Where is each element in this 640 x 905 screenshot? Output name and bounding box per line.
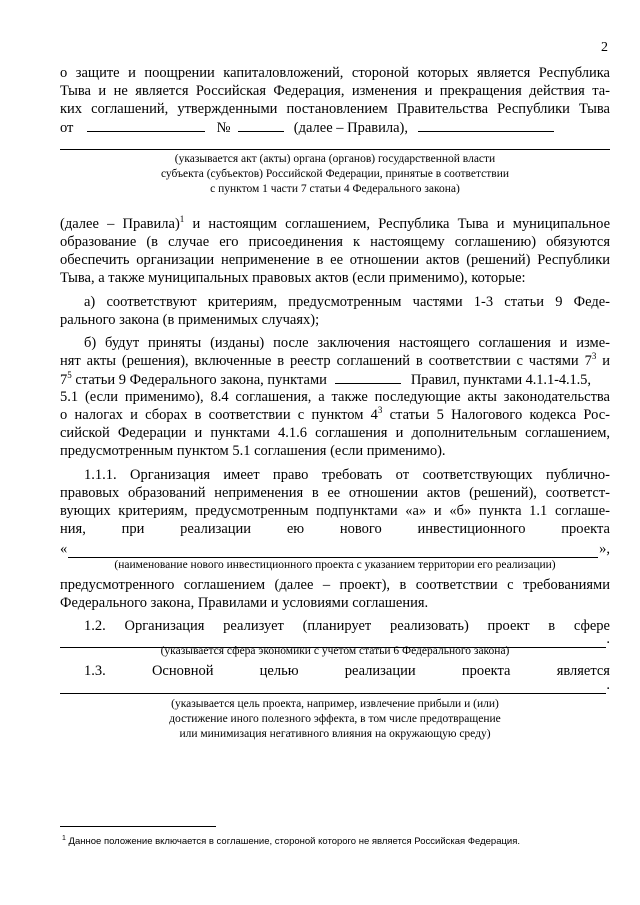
text-line: 1.2. Организация реализует (планирует реализовать) проект в сфере [84, 618, 610, 634]
word: Основной [151, 663, 214, 679]
word: ею [286, 521, 305, 537]
text-line: вующих критериям, предусмотренным подпунктами «а» и «б» пункта 1.1 соглаше- [60, 503, 610, 519]
goal-blank [60, 680, 606, 694]
text-line-ot [60, 118, 610, 137]
project-name-blank [68, 544, 598, 558]
field-note: субъекта (субъектов) Российской Федерации, принятые в соответствии [160, 168, 510, 180]
word: реализации [344, 663, 416, 679]
text-line: 5.1 (если применимо), 8.4 соглашения, а также последующие акты законодательства [60, 389, 610, 405]
fill-line [60, 149, 610, 150]
points-blank [335, 370, 401, 384]
number-sign: № [216, 120, 231, 136]
text-fragment: (далее – Правила) [60, 216, 180, 232]
text-line: 1.1.1. Организация имеет право требовать от соответствующих публично- [84, 467, 610, 483]
rules-blank [418, 118, 554, 132]
text-line [60, 540, 610, 558]
word: целью [259, 663, 299, 679]
text-fragment: нят акты (решения), включенные в реестр соглашений в соответствии с частями 7 [60, 353, 592, 369]
quote-close: », [599, 541, 610, 557]
word: реализации [180, 521, 252, 537]
word: проекта [461, 663, 511, 679]
text-line: предусмотренным пунктом 5.1 соглашения (если применимо). [60, 443, 446, 459]
footnote-text: Данное положение включается в соглашение, стороной которого не является Российская Федерация. [65, 836, 521, 847]
text-fragment: о налогах и сборах в соответствии с пунктом 4 [60, 407, 378, 423]
text-line: сийской Федерации и пунктами 4.1.6 соглашения и дополнительным соглашением, [60, 425, 610, 441]
date-blank [87, 118, 205, 132]
footnote-ref: 1 [179, 214, 185, 225]
word: ния, [60, 521, 86, 537]
text-line: образование (в случае его присоединения к настоящему соглашению) обязуются [60, 234, 610, 250]
text-line: правовых образований неприменения в ее отношении актов (решений), соответст- [60, 485, 610, 501]
period: . [606, 631, 610, 647]
text-fragment: и настоящим соглашением, Республика Тыва и муниципальное [184, 216, 611, 232]
quote-open: « [60, 541, 68, 557]
text-line [60, 352, 610, 370]
text-line: Федерального закона, Правилами и условиями соглашения. [60, 595, 429, 611]
field-note: (указывается цель проекта, например, извлечение прибыли и (или) [171, 698, 499, 710]
number-blank [238, 118, 284, 132]
page-number: 2 [601, 40, 608, 55]
text-line: о защите и поощрении капиталовложений, стороной которых является Республика [60, 65, 610, 81]
text-line: $7^5$ статьи 9 Федерального закона, пунктами Правил, пунктами 4.1.1-4.1.5, [60, 370, 591, 388]
text-line [60, 676, 610, 694]
word: проекта [561, 521, 610, 537]
text-fragment: статьи 5 Налогового кодекса Рос- [382, 407, 610, 423]
word: при [121, 521, 145, 537]
text-line: б) будут приняты (изданы) после заключения настоящего соглашения и изме- [84, 335, 610, 351]
text-line: Тыва, а также муниципальных правовых актов (если применимо), которые: [60, 270, 526, 286]
field-note: или минимизация негативного влияния на окружающую среду) [179, 728, 491, 740]
field-note: с пунктом 1 части 7 статьи 4 Федерального закона) [210, 183, 460, 195]
footnote [62, 836, 520, 847]
superscript: 3 [377, 405, 383, 416]
word: 1.3. [84, 663, 106, 679]
field-note: (наименование нового инвестиционного проекта с указанием территории его реализации) [114, 559, 556, 571]
ot-label: от [60, 120, 74, 136]
text-line [60, 215, 610, 233]
text-fragment: статьи 9 Федерального закона, пунктами [71, 372, 327, 388]
field-note: (указывается сфера экономики с учетом статьи 6 Федерального закона) [160, 645, 510, 657]
footnote-number: 1 [62, 834, 66, 842]
text-line: Тыва и не является Российская Федерация, изменения и прекращения действия та- [60, 83, 610, 99]
field-note: достижение иного полезного эффекта, в том числе предотвращение [169, 713, 501, 725]
superscript: 5 [67, 370, 72, 381]
text-line [60, 520, 610, 538]
word: является [556, 663, 610, 679]
text-line: предусмотренного соглашением (далее – проект), в соответствии с требованиями [60, 577, 610, 593]
field-note: (указывается акт (акты) органа (органов) государственной власти [174, 153, 496, 165]
period: . [606, 677, 610, 693]
footnote-separator [60, 826, 216, 827]
text-line: обеспечить организации неприменение в ее отношении актов (решений) Республики [60, 252, 610, 268]
text-line: а) соответствуют критериям, предусмотренным частями 1-3 статьи 9 Феде- [84, 294, 610, 310]
text-line: ких соглашений, утвержденными постановлением Правительства Республики Тыва [60, 101, 610, 117]
text-line: рального закона (в применимых случаях); [60, 312, 320, 328]
text-fragment: Правил, пунктами 4.1.1-4.1.5, [410, 372, 591, 388]
text-fragment: и [596, 353, 610, 369]
text-line [60, 406, 610, 424]
superscript: 3 [591, 351, 597, 362]
word: инвестиционного [417, 521, 526, 537]
word: нового [339, 521, 382, 537]
ot-note: (далее – Правила), [293, 120, 409, 136]
